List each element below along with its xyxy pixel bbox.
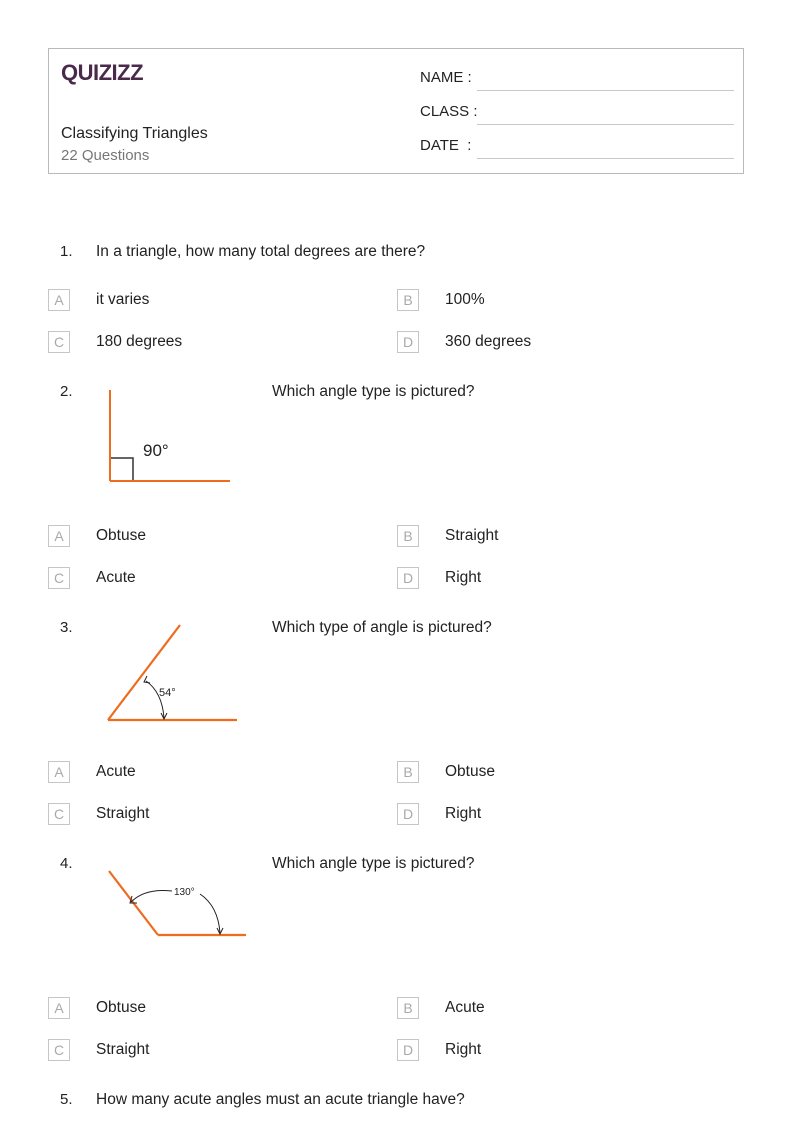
- option-text: 100%: [445, 291, 485, 308]
- option-text: Right: [445, 805, 482, 822]
- option-text: Straight: [96, 1041, 150, 1058]
- name-field[interactable]: [420, 69, 734, 91]
- angle-arc-left: [131, 890, 172, 902]
- date-field[interactable]: [420, 137, 734, 159]
- option-letter-box: C: [48, 567, 70, 589]
- angle-label: 54°: [159, 687, 176, 699]
- option-text: Acute: [96, 763, 136, 780]
- angle-label: 90°: [143, 441, 169, 460]
- option-text: 360 degrees: [445, 333, 532, 350]
- question-3-number: 3.: [60, 619, 73, 636]
- date-label: DATE :: [420, 137, 472, 154]
- worksheet-header: [48, 48, 744, 174]
- acute-angle-figure: [100, 620, 245, 725]
- option-letter-box: C: [48, 803, 70, 825]
- option-text: Straight: [445, 527, 499, 544]
- class-field[interactable]: [420, 103, 734, 125]
- option-letter-box: B: [397, 761, 419, 783]
- class-line[interactable]: [477, 124, 734, 125]
- option-text: Acute: [96, 569, 136, 586]
- obtuse-angle-figure: [100, 862, 250, 944]
- question-4-number: 4.: [60, 855, 73, 872]
- option-letter-box: C: [48, 331, 70, 353]
- worksheet-title: Classifying Triangles: [61, 125, 208, 142]
- option-letter-box: D: [397, 567, 419, 589]
- angle-ray-slanted: [108, 625, 180, 720]
- question-1-number: 1.: [60, 243, 73, 260]
- option-text: Right: [445, 569, 482, 586]
- name-label: NAME :: [420, 69, 472, 86]
- option-letter-box: C: [48, 1039, 70, 1061]
- question-5-text: How many acute angles must an acute triangle have?: [96, 1091, 465, 1108]
- option-letter-box: A: [48, 761, 70, 783]
- option-text: Acute: [445, 999, 485, 1016]
- option-text: 180 degrees: [96, 333, 183, 350]
- question-count: 22 Questions: [61, 147, 150, 164]
- right-angle-marker: [111, 458, 133, 480]
- question-3-text: Which type of angle is pictured?: [272, 619, 492, 636]
- class-label: CLASS :: [420, 103, 478, 120]
- option-text: Obtuse: [96, 527, 146, 544]
- option-text: it varies: [96, 291, 150, 308]
- option-letter-box: B: [397, 289, 419, 311]
- option-letter-box: B: [397, 525, 419, 547]
- option-text: Obtuse: [96, 999, 146, 1016]
- svg-text:QUIZIZZ: QUIZIZZ: [61, 60, 144, 85]
- question-2-number: 2.: [60, 383, 73, 400]
- option-letter-box: D: [397, 331, 419, 353]
- date-line[interactable]: [477, 158, 734, 159]
- quizizz-logo: [61, 59, 153, 85]
- question-5-number: 5.: [60, 1091, 73, 1108]
- option-letter-box: A: [48, 289, 70, 311]
- option-letter-box: D: [397, 803, 419, 825]
- question-1-text: In a triangle, how many total degrees are there?: [96, 243, 426, 260]
- option-text: Right: [445, 1041, 482, 1058]
- option-letter-box: A: [48, 997, 70, 1019]
- option-letter-box: A: [48, 525, 70, 547]
- name-line[interactable]: [477, 90, 734, 91]
- option-text: Straight: [96, 805, 150, 822]
- question-2-text: Which angle type is pictured?: [272, 383, 475, 400]
- option-letter-box: B: [397, 997, 419, 1019]
- question-4-text: Which angle type is pictured?: [272, 855, 475, 872]
- angle-label: 130°: [174, 887, 195, 898]
- right-angle-figure: [100, 385, 240, 490]
- option-text: Obtuse: [445, 763, 495, 780]
- option-letter-box: D: [397, 1039, 419, 1061]
- angle-arc-right: [200, 894, 220, 933]
